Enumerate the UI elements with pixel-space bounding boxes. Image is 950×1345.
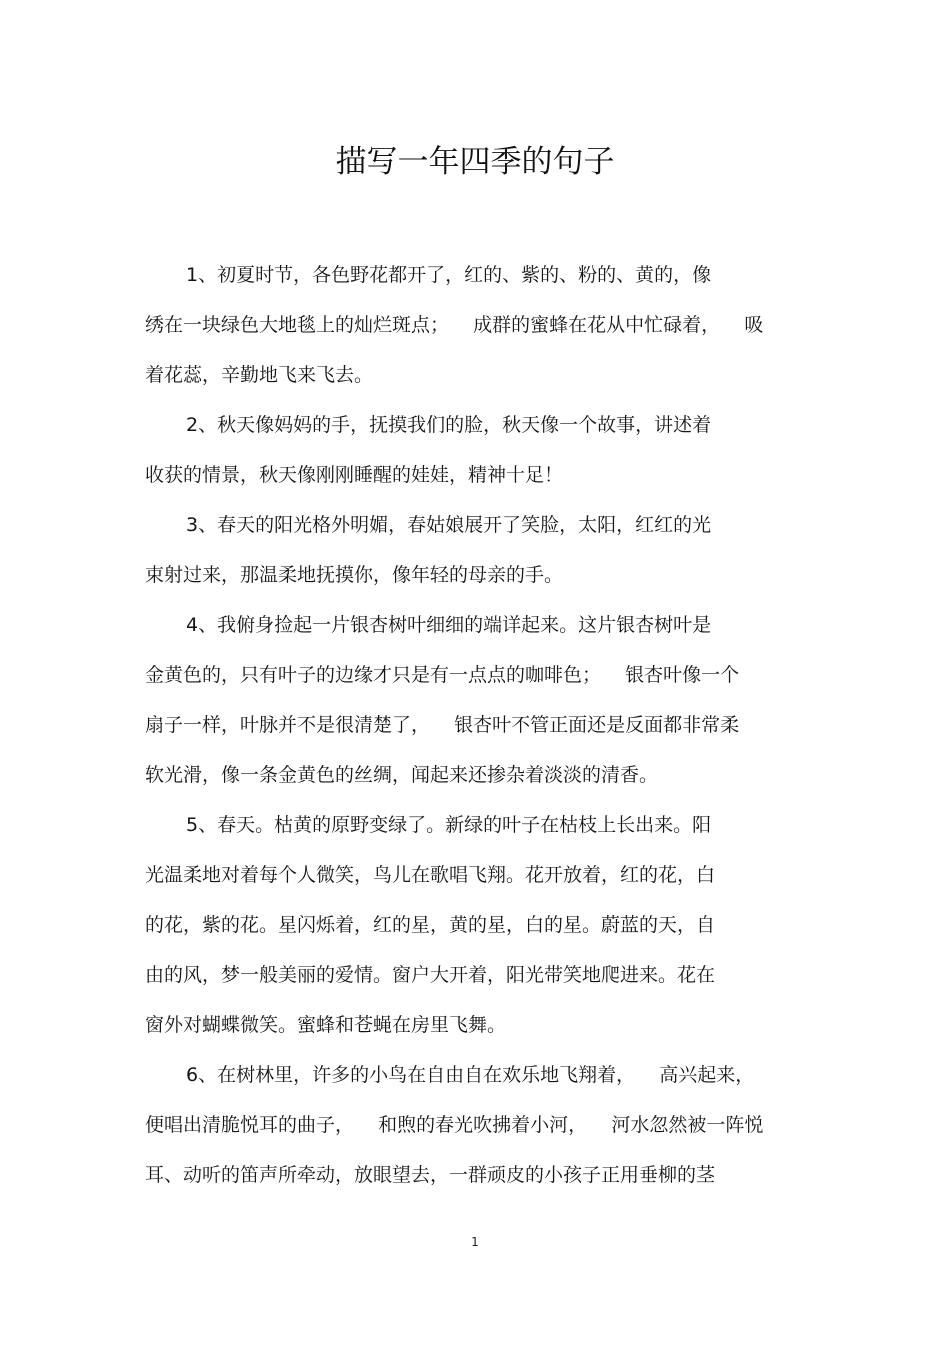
text-line: 1、初夏时节，各色野花都开了，红的、紫的、粉的、黄的，像	[186, 264, 712, 286]
text-line: 绣在一块绿色大地毯上的灿烂斑点； 成群的蜜蜂在花从中忙碌着， 吸	[145, 314, 764, 336]
text-line: 便唱出清脆悦耳的曲子， 和煦的春光吹拂着小河， 河水忽然被一阵悦	[145, 1114, 764, 1136]
page-title: 描写一年四季的句子	[335, 144, 615, 180]
text-line: 2、秋天像妈妈的手，抚摸我们的脸，秋天像一个故事，讲述着	[186, 414, 712, 436]
text-line: 的花，紫的花。星闪烁着，红的星，黄的星，白的星。蔚蓝的天，自	[145, 914, 716, 936]
text-line: 束射过来，那温柔地抚摸你，像年轻的母亲的手。	[145, 564, 564, 586]
text-line: 收获的情景，秋天像刚刚睡醒的娃娃，精神十足！	[145, 464, 564, 486]
text-line: 耳、动听的笛声所牵动，放眼望去，一群顽皮的小孩子正用垂柳的茎	[145, 1164, 716, 1186]
text-line: 着花蕊，辛勤地飞来飞去。	[145, 364, 374, 386]
page-number: 1	[471, 1235, 479, 1249]
text-line: 5、春天。枯黄的原野变绿了。新绿的叶子在枯枝上长出来。阳	[186, 814, 712, 836]
body-text	[145, 250, 815, 1200]
text-line: 扇子一样，叶脉并不是很清楚了， 银杏叶不管正面还是反面都非常柔	[145, 714, 740, 736]
text-line: 软光滑，像一条金黄色的丝绸，闻起来还掺杂着淡淡的清香。	[145, 764, 659, 786]
text-line: 由的风，梦一般美丽的爱情。窗户大开着，阳光带笑地爬进来。花在	[145, 964, 716, 986]
text-line: 光温柔地对着每个人微笑，鸟儿在歌唱飞翔。花开放着，红的花，白	[145, 864, 716, 886]
text-line: 窗外对蝴蝶微笑。蜜蜂和苍蝇在房里飞舞。	[145, 1014, 507, 1036]
text-line: 3、春天的阳光格外明媚，春姑娘展开了笑脸，太阳，红红的光	[186, 514, 712, 536]
text-line: 金黄色的，只有叶子的边缘才只是有一点点的咖啡色； 银杏叶像一个	[145, 664, 740, 686]
text-line: 6、在树林里，许多的小鸟在自由自在欢乐地飞翔着， 高兴起来，	[186, 1064, 755, 1086]
text-line: 4、我俯身捡起一片银杏树叶细细的端详起来。这片银杏树叶是	[186, 614, 712, 636]
